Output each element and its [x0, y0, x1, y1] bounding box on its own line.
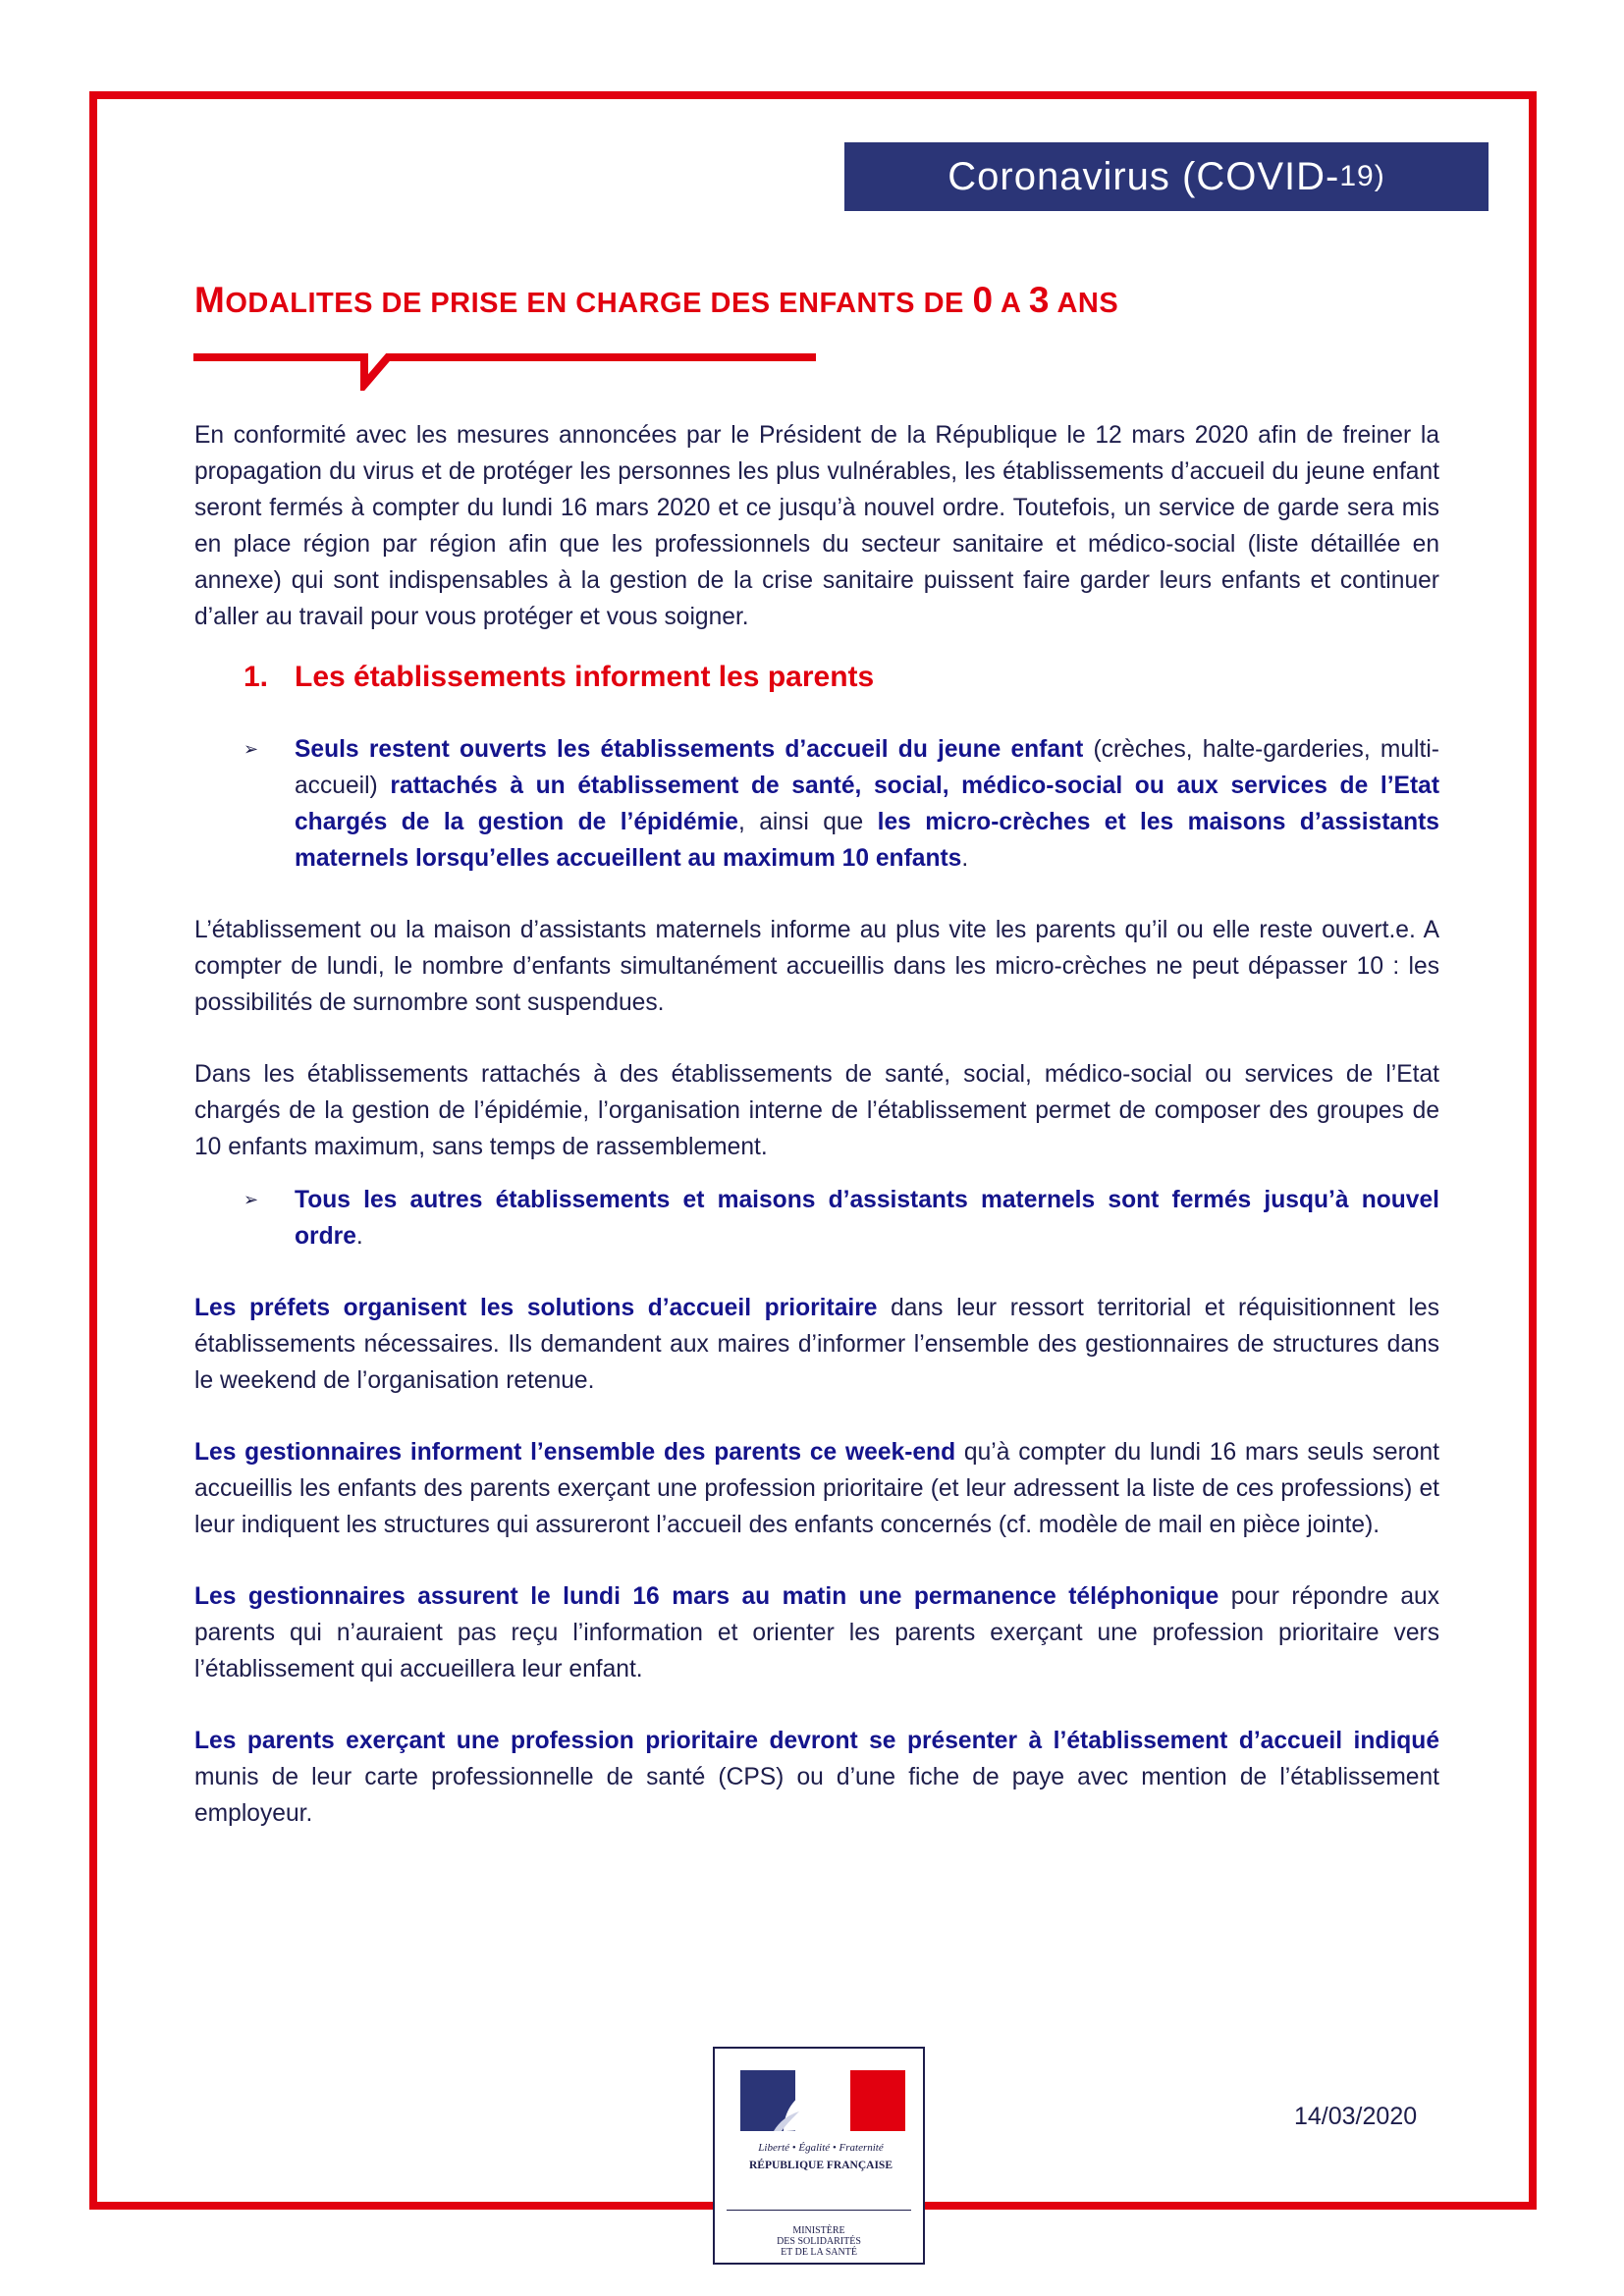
bold-text: Les gestionnaires assurent le lundi 16 mars au matin une permanence téléphonique	[194, 1583, 1219, 1610]
text: pour répondre aux parents qui n’auraient pas reçu l’information et orienter les parents exerçant une profession prioritaire vers l’établissement qui accueillera leur enfant.	[194, 1583, 1439, 1682]
paragraph-managers-phone	[194, 1578, 1439, 1687]
bold-text: Les parents exerçant une profession prioritaire devront se présenter à l’établissement d’accueil indiqué	[194, 1728, 1439, 1754]
title-part: ANS	[1050, 288, 1119, 319]
text: , ainsi que	[737, 809, 878, 835]
text: .	[355, 1223, 363, 1250]
ministry-line: ET DE LA SANTÉ	[781, 2247, 857, 2258]
title-part: M	[194, 280, 226, 320]
logo-separator	[727, 2210, 911, 2211]
bullet-open-establishments	[194, 731, 1439, 877]
bold-text: Les gestionnaires informent l’ensemble des parents ce week-end	[194, 1439, 956, 1466]
svg-text:RÉPUBLIQUE FRANÇAISE: RÉPUBLIQUE FRANÇAISE	[748, 2160, 893, 2171]
bold-text: rattachés à un établissement de santé, social, médico-social ou aux services de l’Etat chargés de la gestion de l’épidémie	[295, 773, 1440, 835]
paragraph-organisation: Dans les établissements rattachés à des établissements de santé, social, médico-social ou services de l’Etat chargés de la gestion de l’épidémie, l’organisation interne de l’établissement permet de composer des groupes de 10 enfants maximum, sans temps de rassemblement.	[194, 1061, 1439, 1160]
page-title	[194, 280, 1118, 321]
title-part: ODALITES DE PRISE EN CHARGE DES ENFANTS DE	[225, 288, 973, 319]
header-banner	[844, 142, 1489, 211]
ministry-logo	[713, 2047, 925, 2265]
document-date: 14/03/2020	[1294, 2103, 1418, 2130]
bullet-closed-establishments	[194, 1182, 1439, 1255]
section-label: Les établissements informent les parents	[295, 661, 875, 693]
text: munis de leur carte professionnelle de santé (CPS) ou d’une fiche de paye avec mention de l’établissement employeur.	[194, 1764, 1439, 1827]
paragraph-parents	[194, 1723, 1439, 1832]
title-underline-decoration	[193, 347, 822, 391]
svg-text:Liberté • Égalité • Fraternité: Liberté • Égalité • Fraternité	[758, 2142, 884, 2154]
bold-text: les micro-crèches et les maisons d’assistants maternels lorsqu’elles accueillent au maximum 10 enfants	[295, 809, 1439, 872]
bold-text: Les préfets organisent les solutions d’accueil prioritaire	[194, 1295, 878, 1321]
text: .	[961, 845, 969, 872]
title-part: 0	[972, 280, 994, 320]
paragraph-information: L’établissement ou la maison d’assistants maternels informe au plus vite les parents qu’il ou elle reste ouvert.e. A compter de lundi, le nombre d’enfants simultanément accueillis dans les micro-crèches ne peut dépasser 10 : les possibilités de surnombre sont suspendues.	[194, 917, 1439, 1016]
title-part: 3	[1028, 280, 1050, 320]
section-number: 1.	[244, 661, 269, 693]
section-heading	[244, 659, 1439, 695]
ministry-name	[715, 2225, 923, 2258]
paragraph-prefects	[194, 1290, 1439, 1399]
arrow-bullet-icon: ➢	[244, 1190, 259, 1209]
banner-text: Coronavirus (COVID-	[947, 154, 1340, 198]
text: qu’à compter du lundi 16 mars seuls seront accueillis les enfants des parents exerçant une profession prioritaire (et leur adressent la liste de ces professions) et leur indiquent les structures qui assureront l’accueil des enfants concernés (cf. modèle de mail en pièce jointe).	[194, 1439, 1439, 1538]
ministry-line: DES SOLIDARITÉS	[777, 2236, 861, 2247]
bold-text: Seuls restent ouverts les établissements d’accueil du jeune enfant	[295, 736, 1084, 763]
ministry-line: MINISTÈRE	[792, 2225, 845, 2236]
banner-text-small: 19)	[1339, 160, 1385, 192]
bold-text: Tous les autres établissements et maisons d’assistants maternels sont fermés jusqu’à nouvel ordre	[295, 1187, 1439, 1250]
arrow-bullet-icon: ➢	[244, 739, 259, 759]
marianne-flag-icon	[715, 2049, 927, 2186]
text: dans leur ressort territorial et réquisitionnent les établissements nécessaires. Ils demandent aux maires d’informer l’ensemble des gestionnaires de structures dans le weekend de l’organisation retenue.	[194, 1295, 1439, 1394]
paragraph-managers-inform	[194, 1434, 1439, 1543]
intro-paragraph: En conformité avec les mesures annoncées par le Président de la République le 12 mars 2020 afin de freiner la propagation du virus et de protéger les personnes les plus vulnérables, les établissements d’accueil du jeune enfant seront fermés à compter du lundi 16 mars 2020 et ce jusqu’à nouvel ordre. Toutefois, un service de garde sera mis en place région par région afin que les professionnels du secteur sanitaire et médico-social (liste détaillée en annexe) qui sont indispensables à la gestion de la crise sanitaire puissent faire garder leurs enfants et continuer d’aller au travail pour vous protéger et vous soigner.	[194, 422, 1439, 630]
text: (crèches, halte-garderies, multi-accueil)	[295, 736, 1439, 799]
document-body	[194, 417, 1439, 1832]
title-part: A	[993, 288, 1029, 319]
